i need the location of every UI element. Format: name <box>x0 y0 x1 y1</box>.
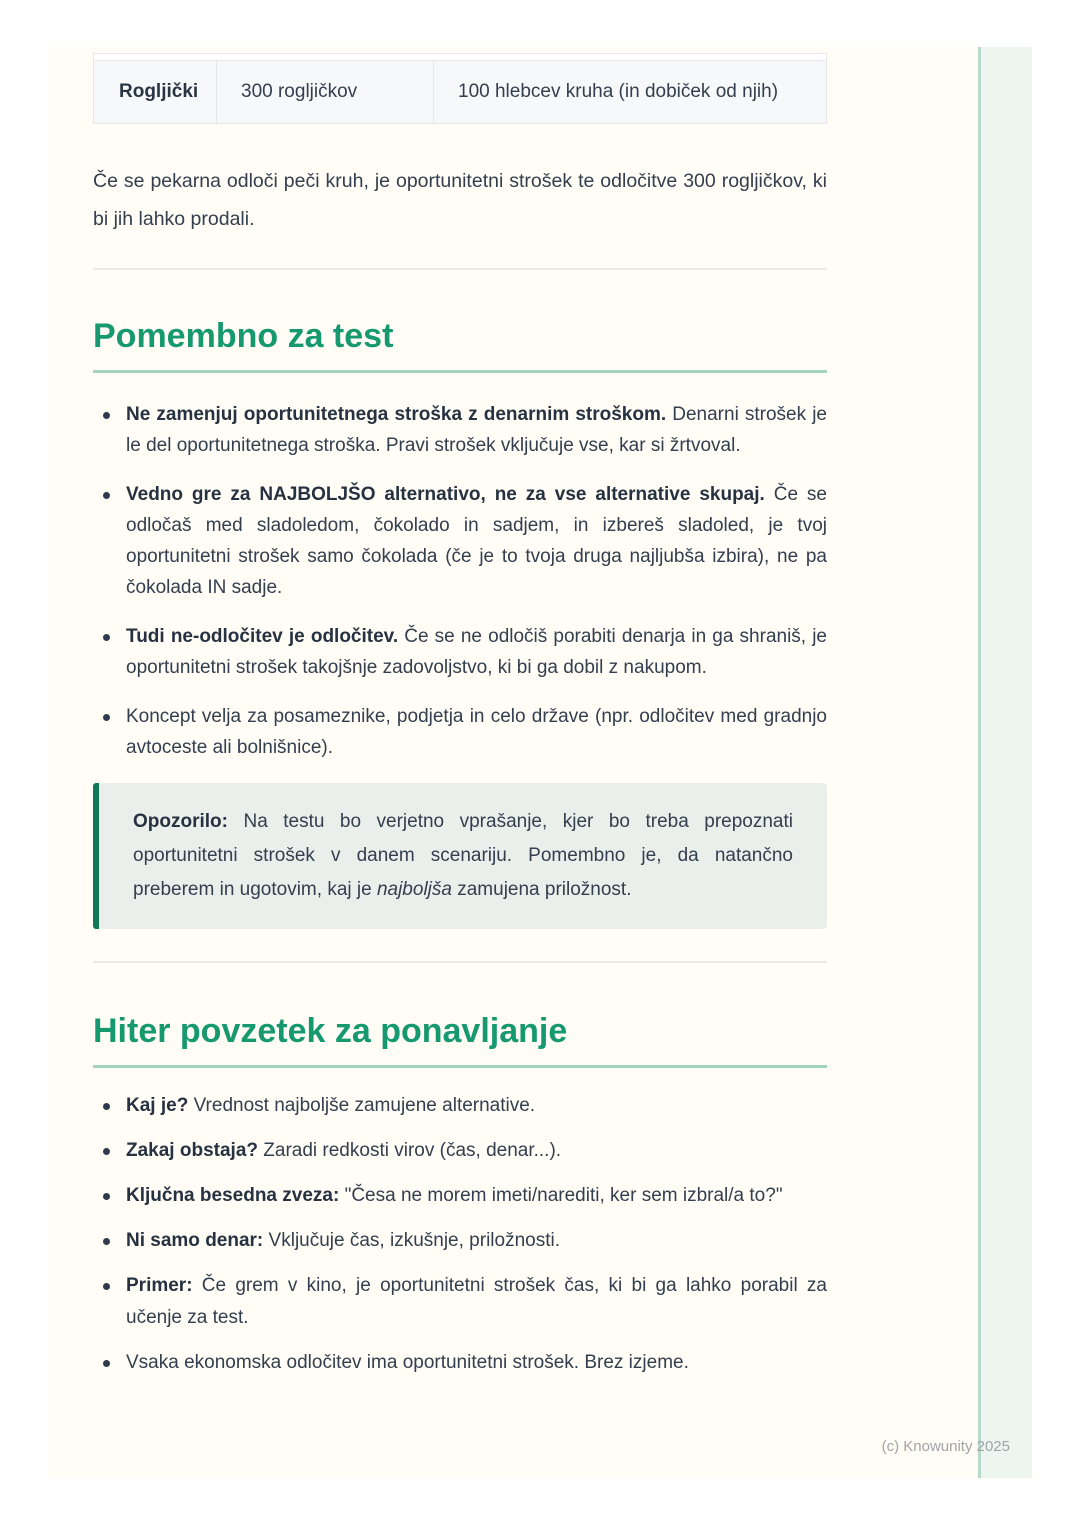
section1-heading: Pomembno za test <box>93 316 827 373</box>
table-cell-label: Rogljički <box>94 61 217 123</box>
list-item-text: Vsaka ekonomska odločitev ima oportunitetni strošek. Brez izjeme. <box>126 1352 689 1373</box>
intro-paragraph: Če se pekarna odloči peči kruh, je oportunitetni strošek te odločitve 300 rogljičkov, ki bi jih lahko prodali. <box>93 170 827 230</box>
list-item-text: Koncept velja za posameznike, podjetja in celo države (npr. odločitev med gradnjo avtoceste ali bolnišnice). <box>126 706 827 758</box>
section-divider <box>93 268 827 270</box>
list-item <box>93 399 827 461</box>
list-item <box>93 479 827 603</box>
page-accent-strip <box>978 47 1032 1478</box>
summary-list <box>93 1090 827 1379</box>
list-item-lead: Kaj je? <box>126 1095 189 1116</box>
list-item <box>93 1270 827 1334</box>
callout-italic-text: najboljša <box>376 879 452 900</box>
list-item-text: "Česa ne morem imeti/narediti, ker sem izbral/a to?" <box>339 1185 783 1206</box>
document-page <box>48 47 1032 1478</box>
list-item-lead: Ni samo denar: <box>126 1230 264 1251</box>
table-cell-value-2: 100 hlebcev kruha (in dobiček od njih) <box>458 81 779 102</box>
copyright-watermark: (c) Knowunity 2025 <box>881 1438 1010 1455</box>
list-item-lead: Ne zamenjuj oportunitetnega stroška z denarnim stroškom. <box>126 404 667 425</box>
list-item-text: Če grem v kino, je oportunitetni strošek čas, ki bi ga lahko porabil za učenje za test. <box>126 1275 827 1328</box>
section-divider <box>93 961 827 963</box>
list-item-lead: Zakaj obstaja? <box>126 1140 258 1161</box>
comparison-table <box>93 53 827 124</box>
table-cell-value-1: 300 rogljičkov <box>217 61 434 123</box>
callout-lead: Opozorilo: <box>133 811 228 832</box>
list-item-lead: Vedno gre za NAJBOLJŠO alternativo, ne za vse alternative skupaj. <box>126 484 765 505</box>
list-item-text: Vrednost najboljše zamujene alternative. <box>188 1095 536 1116</box>
list-item <box>93 701 827 763</box>
callout-text-end: zamujena priložnost. <box>451 879 632 900</box>
list-item <box>93 621 827 683</box>
list-item <box>93 1180 827 1212</box>
table-row <box>94 61 826 123</box>
list-item-text: Če se ne odločiš porabiti denarja in ga shraniš, je oportunitetni strošek takojšnje zadovoljstvo, ki bi ga dobil z nakupom. <box>126 626 827 678</box>
list-item-text: Vključuje čas, izkušnje, priložnosti. <box>263 1230 561 1251</box>
list-item-text: Denarni strošek je le del oportunitetnega stroška. Pravi strošek vključuje vse, kar si žrtvoval. <box>126 404 827 456</box>
list-item-text: Če se odločaš med sladoledom, čokolado in sadjem, in izbereš sladoled, je tvoj oportunitetni strošek samo čokolada (če je to tvoja druga najljubša izbira), ne pa čokolada IN sadje. <box>126 484 827 598</box>
list-item-lead: Ključna besedna zveza: <box>126 1185 340 1206</box>
table-row-clipped <box>94 54 826 61</box>
warning-callout <box>93 783 827 929</box>
list-item <box>93 1090 827 1122</box>
callout-text: Na testu bo verjetno vprašanje, kjer bo treba prepoznati oportunitetni strošek v danem scenariju. Pomembno je, da natančno preberem in ugotovim, kaj je <box>133 811 793 900</box>
list-item <box>93 1347 827 1379</box>
list-item <box>93 1225 827 1257</box>
list-item-lead: Primer: <box>126 1275 193 1296</box>
page-content <box>93 47 827 1392</box>
list-item-text: Zaradi redkosti virov (čas, denar...). <box>258 1140 562 1161</box>
section2-heading: Hiter povzetek za ponavljanje <box>93 1011 827 1068</box>
list-item-lead: Tudi ne-odločitev je odločitev. <box>126 626 399 647</box>
important-list <box>93 399 827 763</box>
list-item <box>93 1135 827 1167</box>
